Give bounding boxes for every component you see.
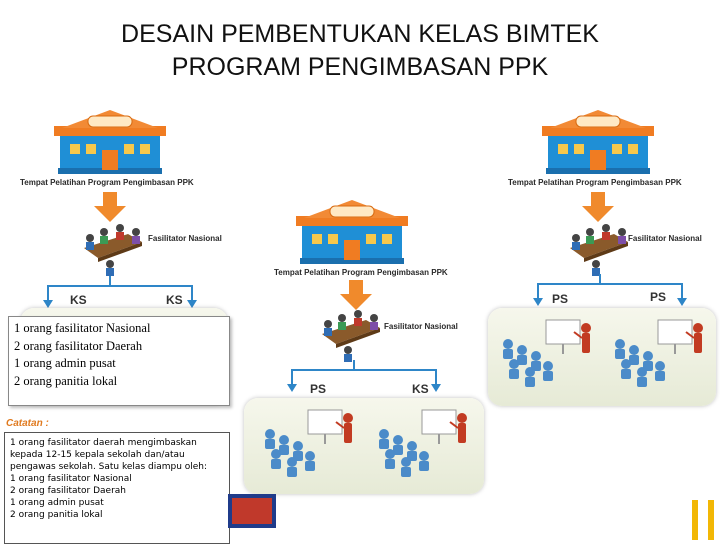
classroom-icon xyxy=(494,314,598,394)
school-building-icon xyxy=(290,200,414,266)
composition-item: 1 orang fasilitator Nasional xyxy=(14,321,151,335)
venue-caption-center: Tempat Pelatihan Program Pengimbasan PPK xyxy=(274,268,448,277)
composition-item: 2 orang fasilitator Daerah xyxy=(14,338,143,353)
decorative-bar xyxy=(692,500,698,540)
node-ps-right-1: PS xyxy=(552,292,569,306)
composition-item: 2 orang panitia lokal xyxy=(14,373,118,388)
venue-caption-right: Tempat Pelatihan Program Pengimbasan PPK xyxy=(508,178,682,187)
node-ps-right-2: PS xyxy=(650,290,667,304)
note-item: 1 orang admin pusat xyxy=(10,498,104,508)
meeting-table-icon xyxy=(80,224,144,276)
note-text: 1 orang fasilitator daerah mengimbaskan kepada 12-15 kepala sekolah dan/atau pengawas sekolah. Satu kelas diampu oleh: xyxy=(10,438,208,472)
node-ks-left-2: KS xyxy=(166,293,183,307)
venue-caption-left: Tempat Pelatihan Program Pengimbasan PPK xyxy=(20,178,194,187)
down-arrow-icon xyxy=(94,192,126,222)
node-ps-center: PS xyxy=(310,382,327,396)
down-arrow-icon xyxy=(340,280,372,310)
down-arrow-icon xyxy=(582,192,614,222)
branch-connector-left xyxy=(40,276,210,310)
school-building-icon xyxy=(48,110,172,176)
fasilitator-caption-right: Fasilitator Nasional xyxy=(628,234,702,243)
meeting-table-icon xyxy=(566,224,630,276)
classroom-icon xyxy=(606,314,710,394)
composition-box xyxy=(8,316,230,406)
node-ks-left-1: KS xyxy=(70,293,87,307)
note-item: 2 orang fasilitator Daerah xyxy=(10,486,127,496)
decorative-bar xyxy=(708,500,714,540)
school-building-icon xyxy=(536,110,660,176)
node-ks-center: KS xyxy=(412,382,429,396)
page-title: DESAIN PEMBENTUKAN KELAS BIMTEK PROGRAM PENGIMBASAN PPK xyxy=(121,20,599,81)
meeting-table-icon xyxy=(318,310,382,362)
note-title: Catatan : xyxy=(6,418,49,429)
composition-item: 1 orang admin pusat xyxy=(14,356,116,370)
decorative-block xyxy=(228,494,276,528)
note-item: 2 orang panitia lokal xyxy=(10,510,103,520)
classroom-icon xyxy=(256,404,360,484)
note-item: 1 orang fasilitator Nasional xyxy=(10,474,132,484)
fasilitator-caption-center: Fasilitator Nasional xyxy=(384,322,458,331)
classroom-icon xyxy=(370,404,474,484)
note-box xyxy=(4,432,230,544)
fasilitator-caption-left: Fasilitator Nasional xyxy=(148,234,222,243)
